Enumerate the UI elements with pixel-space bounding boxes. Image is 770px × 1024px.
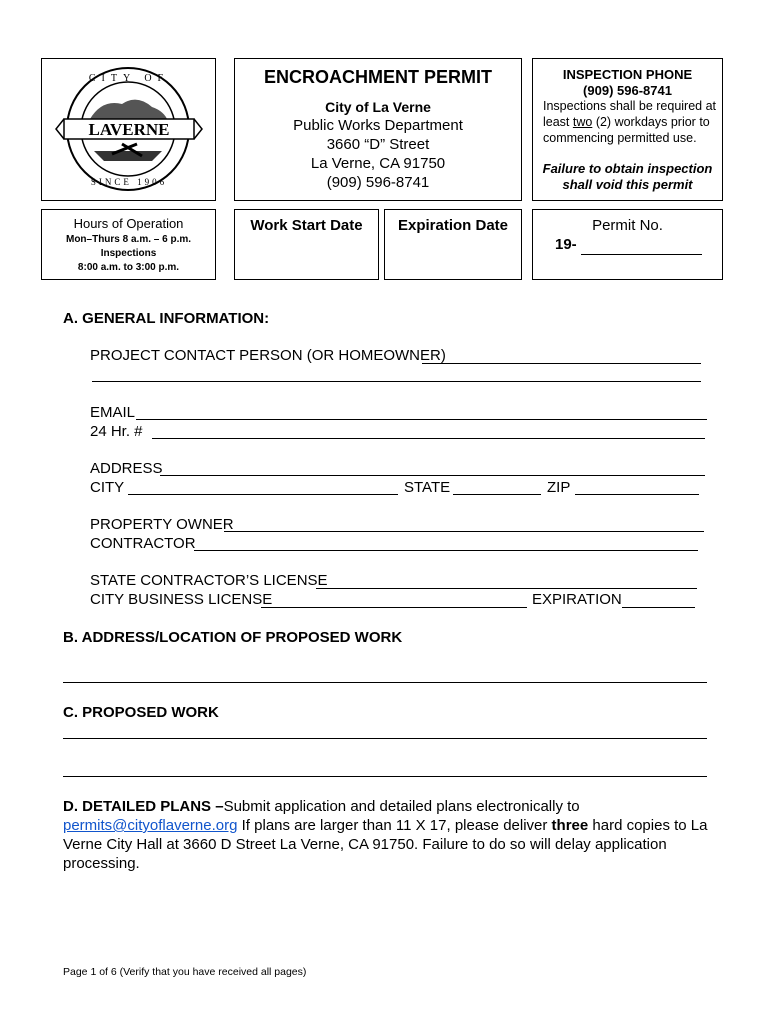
state-label: STATE [404,479,451,496]
phone-number: (909) 596-8741 [326,174,430,191]
city-name: City of La Verne [325,99,431,115]
proposed-work-location-field[interactable] [63,682,707,683]
permits-email-link[interactable]: permits@cityoflaverne.org [63,817,238,834]
expiration-date-label: Expiration Date [397,217,509,234]
inspection-note: Inspections shall be required at least two (2) workdays prior to commencing permitted use. [543,99,717,145]
logo-ring-bottom: SINCE 1906 [90,177,168,187]
inspection-warning-2: shall void this permit [562,177,693,192]
phone24-field[interactable] [152,438,705,439]
property-owner-label: PROPERTY OWNER [90,516,234,533]
section-d-text-1: Submit application and detailed plans electronically to [223,798,580,815]
zip-field[interactable] [575,494,699,495]
city-license-field[interactable] [261,607,527,608]
property-owner-field[interactable] [224,531,704,532]
street-address: 3660 “D” Street [326,136,430,153]
expiration-date-box[interactable] [384,209,522,280]
city-seal-logo [42,59,215,200]
inspection-box [532,58,723,201]
proposed-work-field[interactable] [63,738,707,739]
proposed-work-field-2[interactable] [63,776,707,777]
section-b-heading: B. ADDRESS/LOCATION OF PROPOSED WORK [63,629,403,646]
permit-number-box [532,209,723,280]
section-d-bold-word: three [551,817,589,834]
project-contact-label: PROJECT CONTACT PERSON (OR HOMEOWNER) [90,347,446,364]
permit-number-label: Permit No. [592,217,663,234]
permit-number-field[interactable] [581,254,702,255]
department-name: Public Works Department [293,117,463,134]
project-contact-field-2[interactable] [92,381,701,382]
city-label: CITY [90,479,125,496]
project-contact-field[interactable] [422,363,701,364]
state-field[interactable] [453,494,541,495]
hours-box [41,209,216,280]
work-start-date-label: Work Start Date [250,217,363,234]
section-a-heading: A. GENERAL INFORMATION: [63,310,270,327]
contractor-label: CONTRACTOR [90,535,196,552]
state-license-label: STATE CONTRACTOR’S LICENSE [90,572,328,589]
expiration-field[interactable] [622,607,695,608]
expiration-label: EXPIRATION [532,591,622,608]
section-d-heading: D. DETAILED PLANS – [63,798,224,815]
page-footer-note: Page 1 of 6 (Verify that you have received all pages) [63,966,307,978]
email-field[interactable] [136,419,707,420]
section-d-text-3: hard copies to La Verne City Hall at 3660 D Street La Verne, CA 91750. Failure to do so will delay application processing. [63,817,708,872]
hours-line-3: 8:00 a.m. to 3:00 p.m. [77,262,180,273]
title-box [234,58,522,201]
inspection-phone: (909) 596-8741 [583,83,672,98]
zip-label: ZIP [547,479,571,496]
hours-title: Hours of Operation [73,216,184,231]
city-state-zip: La Verne, CA 91750 [310,155,446,172]
section-c-heading: C. PROPOSED WORK [63,704,219,721]
contractor-field[interactable] [194,550,698,551]
section-d-text-2: If plans are larger than 11 X 17, please deliver [237,817,552,834]
email-label: EMAIL [90,404,136,421]
inspection-title: INSPECTION PHONE [562,67,693,82]
city-license-label: CITY BUSINESS LICENSE [90,591,273,608]
phone24-label: 24 Hr. # [90,423,143,440]
logo-ring-top: CITY OF [88,73,170,84]
logo-box [41,58,216,201]
address-label: ADDRESS [90,460,163,477]
address-field[interactable] [160,475,705,476]
logo-name: LAVERNE [88,120,170,139]
permit-number-prefix: 19- [555,236,577,253]
permit-title: ENCROACHMENT PERMIT [264,67,492,87]
city-field[interactable] [128,494,398,495]
hours-line-2: Inspections [100,248,157,259]
inspection-warning-1: Failure to obtain inspection [542,161,713,176]
hours-line-1: Mon–Thurs 8 a.m. – 6 p.m. [65,234,192,245]
state-license-field[interactable] [316,588,697,589]
work-start-date-box[interactable] [234,209,379,280]
section-d-paragraph [63,797,713,873]
